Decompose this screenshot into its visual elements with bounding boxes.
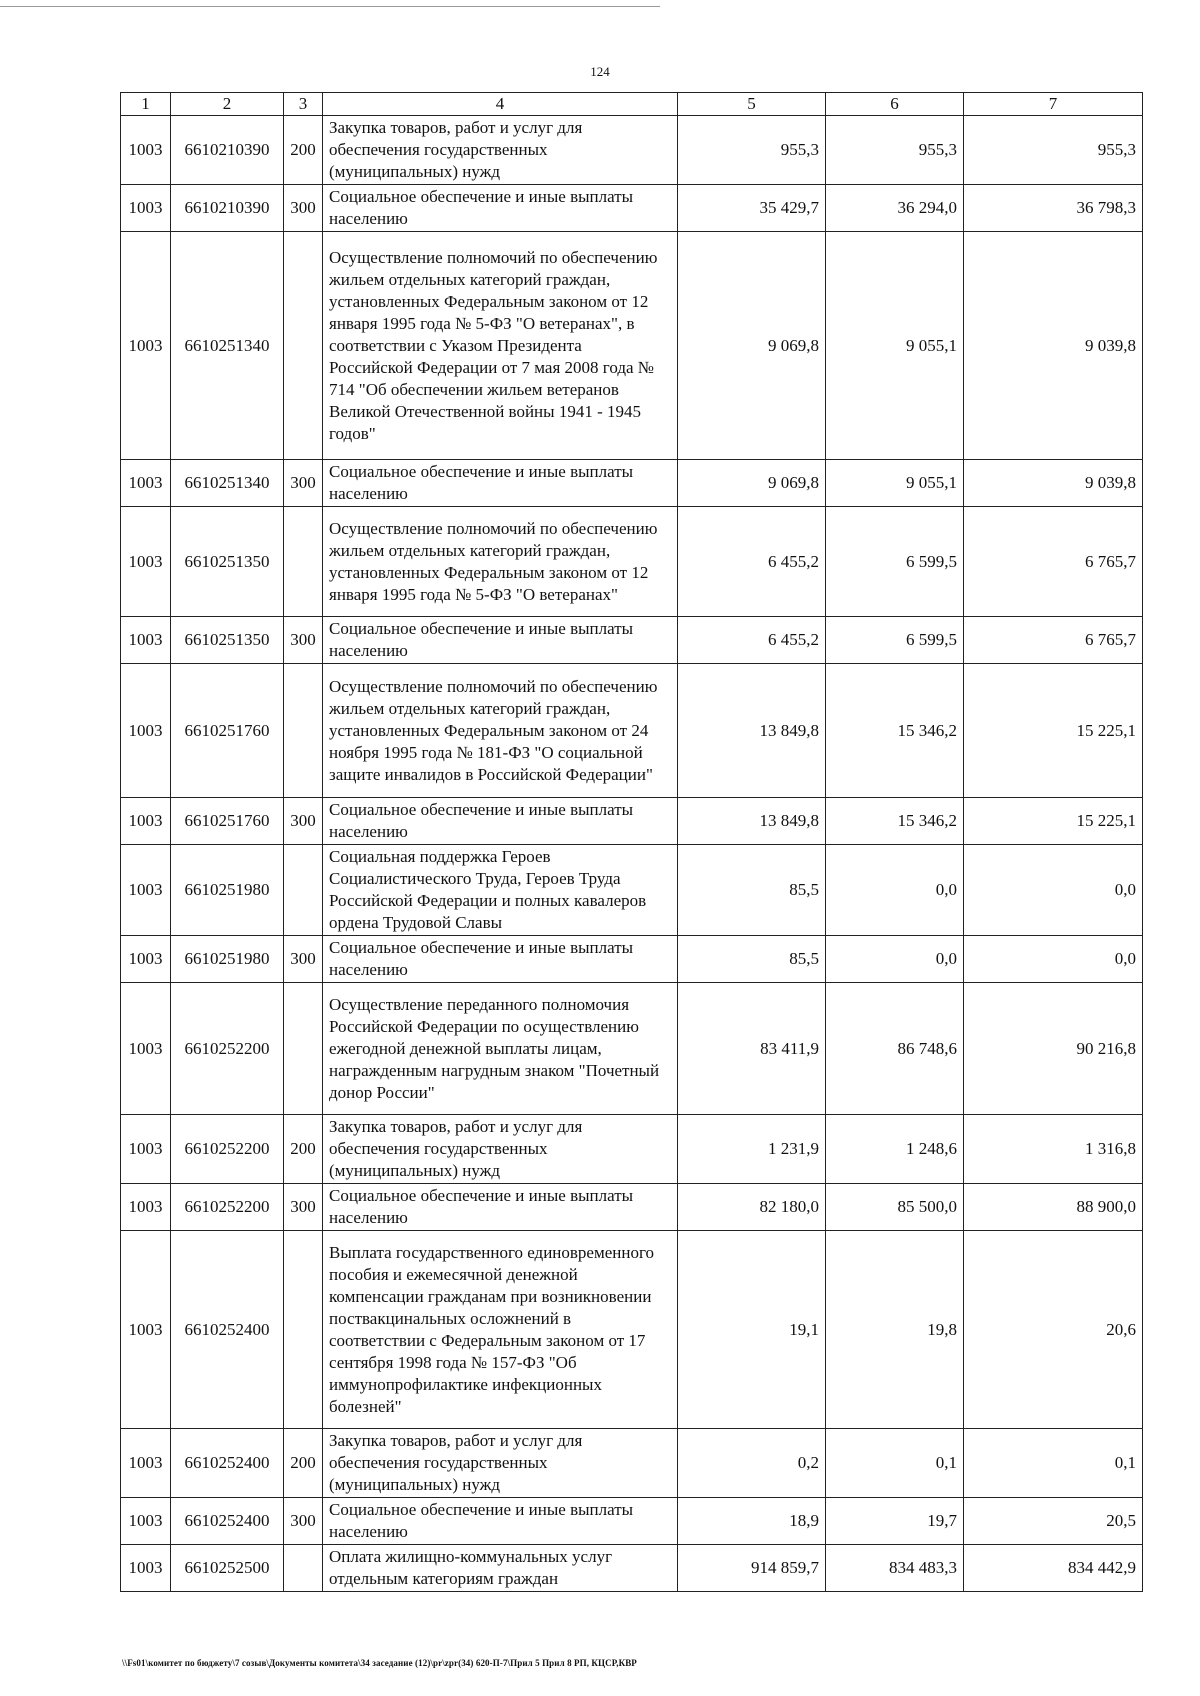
description-line: Социалистического Труда, Героев Труда: [329, 869, 621, 888]
amount-col-6-cell: 0,0: [826, 936, 964, 983]
target-article-cell: 6610251350: [171, 507, 284, 617]
description-line: населению: [329, 484, 408, 503]
target-article-cell: 6610210390: [171, 185, 284, 232]
table-row: [121, 983, 1143, 1115]
target-article-cell: 6610252200: [171, 1115, 284, 1184]
amount-col-7-cell: 834 442,9: [964, 1545, 1143, 1592]
table-row: [121, 460, 1143, 507]
amount-col-7-cell: 36 798,3: [964, 185, 1143, 232]
amount-col-5-cell: 85,5: [678, 936, 826, 983]
amount-col-6-cell: 9 055,1: [826, 460, 964, 507]
description-cell: [323, 1231, 678, 1429]
amount-col-5-cell: 13 849,8: [678, 798, 826, 845]
description-cell: [323, 507, 678, 617]
amount-col-6-cell: 9 055,1: [826, 232, 964, 460]
description-line: Социальное обеспечение и иные выплаты: [329, 800, 634, 819]
section-code-cell: 1003: [121, 1184, 171, 1231]
expense-type-cell: 200: [284, 1429, 323, 1498]
amount-col-5-cell: 6 455,2: [678, 617, 826, 664]
description-line: Выплата государственного единовременного: [329, 1242, 655, 1262]
description-cell: [323, 664, 678, 798]
header-row: [121, 93, 1143, 116]
description-line: установленных Федеральным законом от 12: [329, 562, 649, 582]
table-row: [121, 116, 1143, 185]
description-line: населению: [329, 209, 408, 228]
amount-col-7-cell: 0,0: [964, 845, 1143, 936]
section-code-cell: 1003: [121, 845, 171, 936]
description-line: отдельным категориям граждан: [329, 1569, 559, 1588]
amount-col-6-cell: 15 346,2: [826, 798, 964, 845]
description-cell: [323, 983, 678, 1115]
target-article-cell: 6610251340: [171, 460, 284, 507]
description-cell: [323, 116, 678, 185]
amount-col-6-cell: 85 500,0: [826, 1184, 964, 1231]
description-line: сентября 1998 года № 157-ФЗ "Об: [329, 1352, 577, 1372]
amount-col-6-cell: 19,8: [826, 1231, 964, 1429]
expense-type-cell: 300: [284, 1184, 323, 1231]
budget-table: [120, 92, 1143, 1592]
description-line: Оплата жилищно-коммунальных услуг: [329, 1547, 613, 1566]
target-article-cell: 6610252400: [171, 1231, 284, 1429]
description-line: награжденным нагрудным знаком "Почетный: [329, 1060, 660, 1080]
description-line: Социальная поддержка Героев: [329, 847, 551, 866]
description-line: Российской Федерации от 7 мая 2008 года №: [329, 357, 655, 377]
description-line: населению: [329, 960, 408, 979]
section-code-cell: 1003: [121, 460, 171, 507]
description-line: жильем отдельных категорий граждан,: [329, 540, 611, 560]
section-code-cell: 1003: [121, 983, 171, 1115]
section-code-cell: 1003: [121, 507, 171, 617]
expense-type-cell: 300: [284, 798, 323, 845]
description-line: установленных Федеральным законом от 12: [329, 291, 649, 311]
description-cell: [323, 460, 678, 507]
description-line: Закупка товаров, работ и услуг для: [329, 118, 583, 137]
description-line: января 1995 года № 5-ФЗ "О ветеранах", в: [329, 313, 635, 333]
expense-type-cell: [284, 664, 323, 798]
section-code-cell: 1003: [121, 664, 171, 798]
expense-type-cell: 200: [284, 116, 323, 185]
section-code-cell: 1003: [121, 1498, 171, 1545]
amount-col-7-cell: 15 225,1: [964, 664, 1143, 798]
amount-col-7-cell: 9 039,8: [964, 460, 1143, 507]
expense-type-cell: [284, 983, 323, 1115]
description-line: донор России": [329, 1082, 435, 1102]
description-cell: [323, 1184, 678, 1231]
description-line: обеспечения государственных: [329, 1453, 548, 1472]
description-line: 714 "Об обеспечении жильем ветеранов: [329, 379, 619, 399]
description-line: Социальное обеспечение и иные выплаты: [329, 1186, 634, 1205]
target-article-cell: 6610252400: [171, 1498, 284, 1545]
expense-type-cell: 300: [284, 185, 323, 232]
description-line: Осуществление переданного полномочия: [329, 994, 630, 1014]
header-col-6: 6: [826, 93, 964, 116]
description-cell: [323, 1115, 678, 1184]
description-line: Социальное обеспечение и иные выплаты: [329, 619, 634, 638]
table-row: [121, 1545, 1143, 1592]
description-cell: [323, 232, 678, 460]
amount-col-7-cell: 6 765,7: [964, 507, 1143, 617]
description-cell: [323, 617, 678, 664]
description-line: защите инвалидов в Российской Федерации": [329, 764, 653, 784]
section-code-cell: 1003: [121, 1115, 171, 1184]
description-line: Закупка товаров, работ и услуг для: [329, 1431, 583, 1450]
header-col-4: 4: [323, 93, 678, 116]
table-row: [121, 1231, 1143, 1429]
description-cell: [323, 1429, 678, 1498]
description-line: годов": [329, 423, 376, 443]
amount-col-5-cell: 13 849,8: [678, 664, 826, 798]
section-code-cell: 1003: [121, 116, 171, 185]
description-line: (муниципальных) нужд: [329, 162, 501, 181]
section-code-cell: 1003: [121, 185, 171, 232]
amount-col-6-cell: 0,1: [826, 1429, 964, 1498]
description-line: Осуществление полномочий по обеспечению: [329, 247, 658, 267]
target-article-cell: 6610252200: [171, 983, 284, 1115]
description-line: компенсации гражданам при возникновении: [329, 1286, 652, 1306]
amount-col-7-cell: 15 225,1: [964, 798, 1143, 845]
amount-col-7-cell: 9 039,8: [964, 232, 1143, 460]
expense-type-cell: 200: [284, 1115, 323, 1184]
description-line: (муниципальных) нужд: [329, 1161, 501, 1180]
description-line: Осуществление полномочий по обеспечению: [329, 518, 658, 538]
description-line: Социальное обеспечение и иные выплаты: [329, 187, 634, 206]
description-line: населению: [329, 822, 408, 841]
table-body: [121, 116, 1143, 1592]
amount-col-5-cell: 85,5: [678, 845, 826, 936]
table-row: [121, 936, 1143, 983]
header-col-5: 5: [678, 93, 826, 116]
amount-col-7-cell: 88 900,0: [964, 1184, 1143, 1231]
table-row: [121, 185, 1143, 232]
description-line: Закупка товаров, работ и услуг для: [329, 1117, 583, 1136]
description-line: Социальное обеспечение и иные выплаты: [329, 1500, 634, 1519]
section-code-cell: 1003: [121, 1231, 171, 1429]
amount-col-7-cell: 90 216,8: [964, 983, 1143, 1115]
target-article-cell: 6610251760: [171, 664, 284, 798]
expense-type-cell: 300: [284, 936, 323, 983]
description-line: населению: [329, 641, 408, 660]
description-line: болезней": [329, 1396, 402, 1416]
expense-type-cell: 300: [284, 460, 323, 507]
expense-type-cell: [284, 1545, 323, 1592]
table-row: [121, 232, 1143, 460]
description-line: Российской Федерации и полных кавалеров: [329, 891, 647, 910]
description-cell: [323, 845, 678, 936]
target-article-cell: 6610252200: [171, 1184, 284, 1231]
amount-col-6-cell: 1 248,6: [826, 1115, 964, 1184]
description-line: жильем отдельных категорий граждан,: [329, 269, 611, 289]
table-row: [121, 1498, 1143, 1545]
description-line: населению: [329, 1208, 408, 1227]
table-row: [121, 1429, 1143, 1498]
target-article-cell: 6610251340: [171, 232, 284, 460]
amount-col-6-cell: 15 346,2: [826, 664, 964, 798]
description-line: иммунопрофилактике инфекционных: [329, 1374, 602, 1394]
amount-col-5-cell: 0,2: [678, 1429, 826, 1498]
amount-col-6-cell: 0,0: [826, 845, 964, 936]
expense-type-cell: 300: [284, 617, 323, 664]
description-line: ноября 1995 года № 181-ФЗ "О социальной: [329, 742, 643, 762]
table-row: [121, 617, 1143, 664]
target-article-cell: 6610251350: [171, 617, 284, 664]
target-article-cell: 6610210390: [171, 116, 284, 185]
description-line: установленных Федеральным законом от 24: [329, 720, 649, 740]
header-col-7: 7: [964, 93, 1143, 116]
target-article-cell: 6610251980: [171, 845, 284, 936]
section-code-cell: 1003: [121, 232, 171, 460]
table-row: [121, 845, 1143, 936]
amount-col-5-cell: 19,1: [678, 1231, 826, 1429]
amount-col-5-cell: 914 859,7: [678, 1545, 826, 1592]
amount-col-5-cell: 9 069,8: [678, 460, 826, 507]
description-line: обеспечения государственных: [329, 140, 548, 159]
table-row: [121, 798, 1143, 845]
description-line: Осуществление полномочий по обеспечению: [329, 676, 658, 696]
amount-col-6-cell: 86 748,6: [826, 983, 964, 1115]
amount-col-6-cell: 6 599,5: [826, 507, 964, 617]
scan-edge-line: [0, 6, 660, 7]
target-article-cell: 6610251980: [171, 936, 284, 983]
amount-col-7-cell: 20,6: [964, 1231, 1143, 1429]
description-line: Российской Федерации по осуществлению: [329, 1016, 639, 1036]
amount-col-7-cell: 0,1: [964, 1429, 1143, 1498]
description-line: поствакцинальных осложнений в: [329, 1308, 572, 1328]
section-code-cell: 1003: [121, 1429, 171, 1498]
amount-col-7-cell: 1 316,8: [964, 1115, 1143, 1184]
description-line: пособия и ежемесячной денежной: [329, 1264, 578, 1284]
expense-type-cell: [284, 507, 323, 617]
amount-col-7-cell: 20,5: [964, 1498, 1143, 1545]
description-cell: [323, 185, 678, 232]
amount-col-5-cell: 6 455,2: [678, 507, 826, 617]
amount-col-5-cell: 35 429,7: [678, 185, 826, 232]
section-code-cell: 1003: [121, 798, 171, 845]
page-number: 124: [590, 64, 610, 79]
description-line: Великой Отечественной войны 1941 - 1945: [329, 401, 641, 421]
amount-col-6-cell: 36 294,0: [826, 185, 964, 232]
amount-col-5-cell: 82 180,0: [678, 1184, 826, 1231]
description-line: января 1995 года № 5-ФЗ "О ветеранах": [329, 584, 618, 604]
description-line: соответствии с Указом Президента: [329, 335, 582, 355]
expense-type-cell: [284, 845, 323, 936]
description-line: Социальное обеспечение и иные выплаты: [329, 462, 634, 481]
description-line: (муниципальных) нужд: [329, 1475, 501, 1494]
section-code-cell: 1003: [121, 1545, 171, 1592]
amount-col-6-cell: 19,7: [826, 1498, 964, 1545]
header-col-2: 2: [171, 93, 284, 116]
description-line: Социальное обеспечение и иные выплаты: [329, 938, 634, 957]
section-code-cell: 1003: [121, 617, 171, 664]
table-row: [121, 1115, 1143, 1184]
description-cell: [323, 798, 678, 845]
amount-col-6-cell: 955,3: [826, 116, 964, 185]
description-line: ордена Трудовой Славы: [329, 913, 503, 932]
table-row: [121, 664, 1143, 798]
description-cell: [323, 1545, 678, 1592]
description-line: обеспечения государственных: [329, 1139, 548, 1158]
description-line: ежегодной денежной выплаты лицам,: [329, 1038, 602, 1058]
amount-col-5-cell: 18,9: [678, 1498, 826, 1545]
amount-col-6-cell: 834 483,3: [826, 1545, 964, 1592]
target-article-cell: 6610252400: [171, 1429, 284, 1498]
header-col-1: 1: [121, 93, 171, 116]
expense-type-cell: 300: [284, 1498, 323, 1545]
table-row: [121, 507, 1143, 617]
description-line: соответствии с Федеральным законом от 17: [329, 1330, 646, 1350]
amount-col-5-cell: 83 411,9: [678, 983, 826, 1115]
amount-col-5-cell: 9 069,8: [678, 232, 826, 460]
amount-col-7-cell: 6 765,7: [964, 617, 1143, 664]
header-col-3: 3: [284, 93, 323, 116]
description-line: жильем отдельных категорий граждан,: [329, 698, 611, 718]
expense-type-cell: [284, 232, 323, 460]
amount-col-7-cell: 955,3: [964, 116, 1143, 185]
expense-type-cell: [284, 1231, 323, 1429]
target-article-cell: 6610251760: [171, 798, 284, 845]
amount-col-5-cell: 1 231,9: [678, 1115, 826, 1184]
table-row: [121, 1184, 1143, 1231]
amount-col-6-cell: 6 599,5: [826, 617, 964, 664]
amount-col-7-cell: 0,0: [964, 936, 1143, 983]
amount-col-5-cell: 955,3: [678, 116, 826, 185]
file-path-footer: \\Fs01\комитет по бюджету\7 созыв\Документы комитета\34 заседание (12)\pr\zpr(34) 620-П-7\Прил 5 Прил 8 РП, КЦСР,КВР: [122, 1658, 637, 1668]
section-code-cell: 1003: [121, 936, 171, 983]
description-cell: [323, 1498, 678, 1545]
description-line: населению: [329, 1522, 408, 1541]
description-cell: [323, 936, 678, 983]
target-article-cell: 6610252500: [171, 1545, 284, 1592]
